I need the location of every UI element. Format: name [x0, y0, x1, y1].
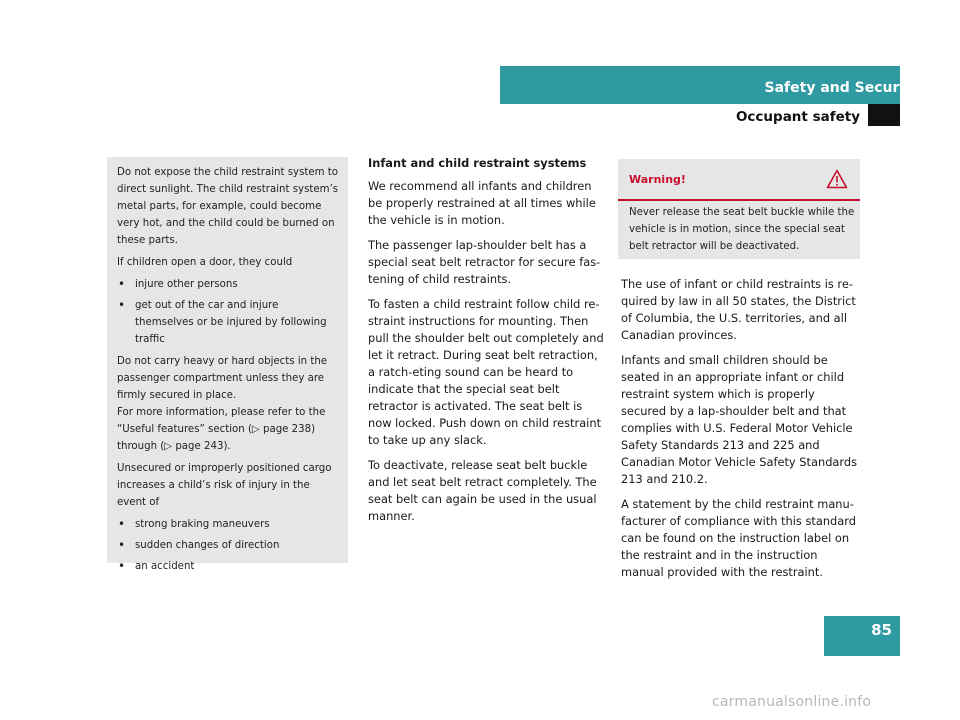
list-item: • get out of the car and injure themselves or be injured by following traffic: [117, 297, 339, 348]
paragraph: The passenger lap-shoulder belt has a special seat belt retractor for secure fas-tening of child restraints.: [368, 238, 601, 286]
warning-text: Never release the seat belt buckle while the vehicle is in motion, since the special seat belt retractor will be deactivated.: [629, 207, 855, 252]
header-tab-marker: [868, 104, 900, 126]
warning-title: Warning!: [629, 173, 686, 186]
paragraph: A statement by the child restraint manu-facturer of compliance with this standard can be found on the instruction label on the restraint and in the instruction manual provided with the restraint.: [621, 497, 856, 579]
paragraph: The use of infant or child restraints is re-quired by law in all 50 states, the District of Columbia, the U.S. territories, and all Canadian provinces.: [621, 277, 856, 342]
section-title: Safety and Security: [764, 80, 920, 96]
section-heading: Infant and child restraint systems: [368, 156, 587, 170]
paragraph: To deactivate, release seat belt buckle and let seat belt retract completely. The seat belt can again be used in the usual manner.: [368, 458, 597, 523]
list-item: • sudden changes of direction: [117, 537, 339, 554]
paragraph: We recommend all infants and children be properly restrained at all times while the vehicle is in motion.: [368, 179, 596, 227]
note-heavy-objects: [117, 353, 339, 455]
paragraph: Infants and small children should be seated in an appropriate infant or child restraint system which is properly secured by a lap-shoulder belt and that complies with U.S. Federal Motor Vehicle Safety Standards 213 and 225 and Canadian Motor Vehicle Safety Standards 213 and 210.2.: [621, 353, 858, 486]
note-doors-intro: If children open a door, they could: [117, 257, 293, 268]
paragraph: To fasten a child restraint follow child re-straint instructions for mounting. Then pull the shoulder belt out completely and let it retract. During seat belt retraction, a ratch-eting sound can be heard to indicate that the special seat belt retractor is activated. The seat belt is now locked. Push down on child restraint to take up any slack.: [368, 297, 604, 447]
list-item: • an accident: [117, 558, 339, 575]
subsection-title: Occupant safety: [735, 109, 860, 125]
child-safety-notes-box: [107, 157, 348, 572]
cargo-risks-list: [117, 516, 339, 575]
door-risks-list: [117, 276, 339, 348]
note-useful-features-ref: For more information, please refer to the “Useful features” section (▷ page 238) through (▷ page 243).: [117, 407, 326, 452]
warning-box: [618, 159, 860, 259]
list-item: • strong braking maneuvers: [117, 516, 339, 533]
page-number: 85: [871, 621, 892, 639]
warning-divider: [618, 199, 860, 201]
middle-column: [368, 155, 606, 533]
list-item: • injure other persons: [117, 276, 339, 293]
note-cargo-intro: Unsecured or improperly positioned cargo increases a child’s risk of injury in the event of: [117, 463, 332, 508]
warning-triangle-icon: [826, 169, 848, 189]
right-column: [621, 276, 863, 589]
watermark: carmanualsonline.info: [712, 694, 872, 710]
note-heavy-objects-text: Do not carry heavy or hard objects in the passenger compartment unless they are firmly secured in place.: [117, 356, 328, 401]
note-sunlight: Do not expose the child restraint system to direct sunlight. The child restraint system’s metal parts, for example, could become very hot, and the child could be burned on these parts.: [117, 167, 339, 246]
